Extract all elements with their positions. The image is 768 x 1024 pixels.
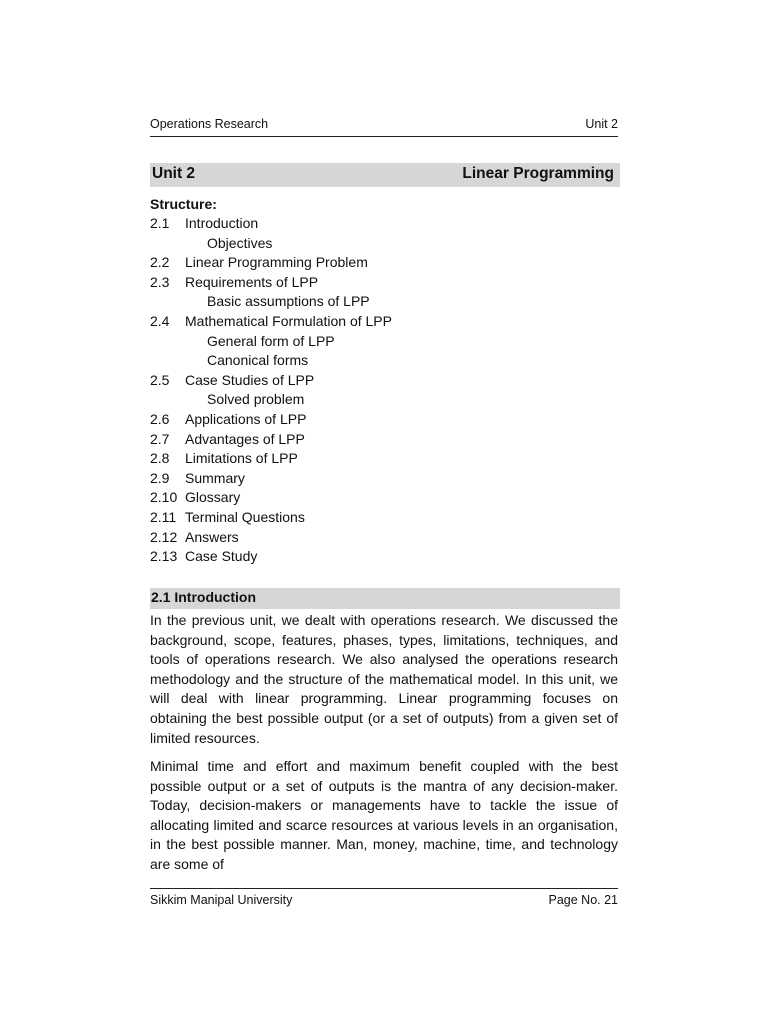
structure-item-label: Limitations of LPP [185, 450, 298, 467]
structure-item-number: 2.1 [150, 215, 170, 231]
structure-subitem [150, 332, 620, 352]
structure-item [150, 547, 620, 567]
structure-item [150, 488, 620, 508]
structure-item-number: 2.7 [150, 430, 170, 447]
structure-item [150, 430, 620, 450]
structure-item-label: Case Studies of LPP [185, 371, 315, 388]
structure-item-label: Glossary [185, 489, 241, 506]
structure-item-label: Advantages of LPP [185, 430, 305, 447]
structure-item-number: 2.10 [150, 489, 178, 506]
footer-university: Sikkim Manipal University [150, 893, 293, 907]
structure-subitem [150, 390, 620, 410]
structure-item-number: 2.9 [150, 469, 170, 486]
body-paragraph: In the previous unit, we dealt with operations research. We discussed the background, scope, features, phases, types, limitations, techniques, and tools of operations research. We also analysed the operations research methodology and the structure of the mathematical model. In this unit, we will deal with linear programming. Linear programming focuses on obtaining the best possible output (or a set of outputs) from a given set of limited resources. [150, 612, 618, 746]
structure-item-number: 2.2 [150, 254, 170, 271]
structure-item [150, 508, 620, 528]
section-heading-banner [150, 588, 620, 609]
header-unit-label: Unit 2 [585, 117, 618, 131]
structure-item [150, 312, 620, 332]
structure-item [150, 469, 620, 489]
structure-subitem [150, 292, 620, 312]
structure-subitem-label: Objectives [207, 234, 273, 251]
structure-item-label: Answers [185, 528, 239, 545]
structure-item [150, 273, 620, 293]
structure-item [150, 371, 620, 391]
structure-subitem-label: General form of LPP [207, 332, 335, 349]
structure-subitem [150, 351, 620, 371]
structure-subitem-label: Solved problem [207, 391, 305, 408]
structure-item [150, 253, 620, 273]
structure-item [150, 410, 620, 430]
structure-heading: Structure: [150, 196, 217, 212]
structure-item [150, 214, 620, 234]
structure-outline [150, 195, 620, 567]
header-course-title: Operations Research [150, 117, 269, 131]
structure-item-label: Requirements of LPP [185, 273, 319, 290]
structure-item-label: Applications of LPP [185, 410, 307, 427]
structure-item-number: 2.12 [150, 528, 178, 545]
section-heading: 2.1 Introduction [151, 589, 256, 605]
structure-list [150, 214, 620, 567]
structure-subitem [150, 234, 620, 254]
structure-item-label: Case Study [185, 548, 258, 565]
structure-item [150, 449, 620, 469]
structure-item-number: 2.5 [150, 371, 170, 388]
structure-item-number: 2.3 [150, 273, 170, 290]
structure-subitem-label: Canonical forms [207, 352, 309, 369]
footer-page-number: Page No. 21 [548, 893, 618, 907]
body-paragraph: Minimal time and effort and maximum benefit coupled with the best possible output or a set of outputs is the mantra of any decision-maker. Today, decision-makers or managements have to tackle the issue of allocating limited and scarce resources at various levels in an organisation, in the best possible manner. Man, money, machine, time, and technology are some of [150, 758, 618, 872]
structure-item-number: 2.13 [150, 548, 178, 565]
running-header [150, 115, 618, 137]
structure-item-number: 2.8 [150, 450, 170, 467]
unit-title: Linear Programming [462, 165, 614, 182]
unit-label: Unit 2 [152, 165, 196, 182]
running-footer [150, 888, 618, 909]
structure-item-label: Introduction [185, 215, 259, 231]
structure-item [150, 528, 620, 548]
structure-item-label: Mathematical Formulation of LPP [185, 312, 392, 329]
unit-title-banner [150, 163, 620, 187]
structure-item-number: 2.6 [150, 410, 170, 427]
structure-item-label: Summary [185, 469, 245, 486]
structure-item-number: 2.4 [150, 312, 170, 329]
structure-item-label: Terminal Questions [185, 508, 305, 525]
structure-subitem-label: Basic assumptions of LPP [207, 293, 370, 310]
structure-item-label: Linear Programming Problem [185, 254, 368, 271]
structure-item-number: 2.11 [150, 508, 177, 525]
